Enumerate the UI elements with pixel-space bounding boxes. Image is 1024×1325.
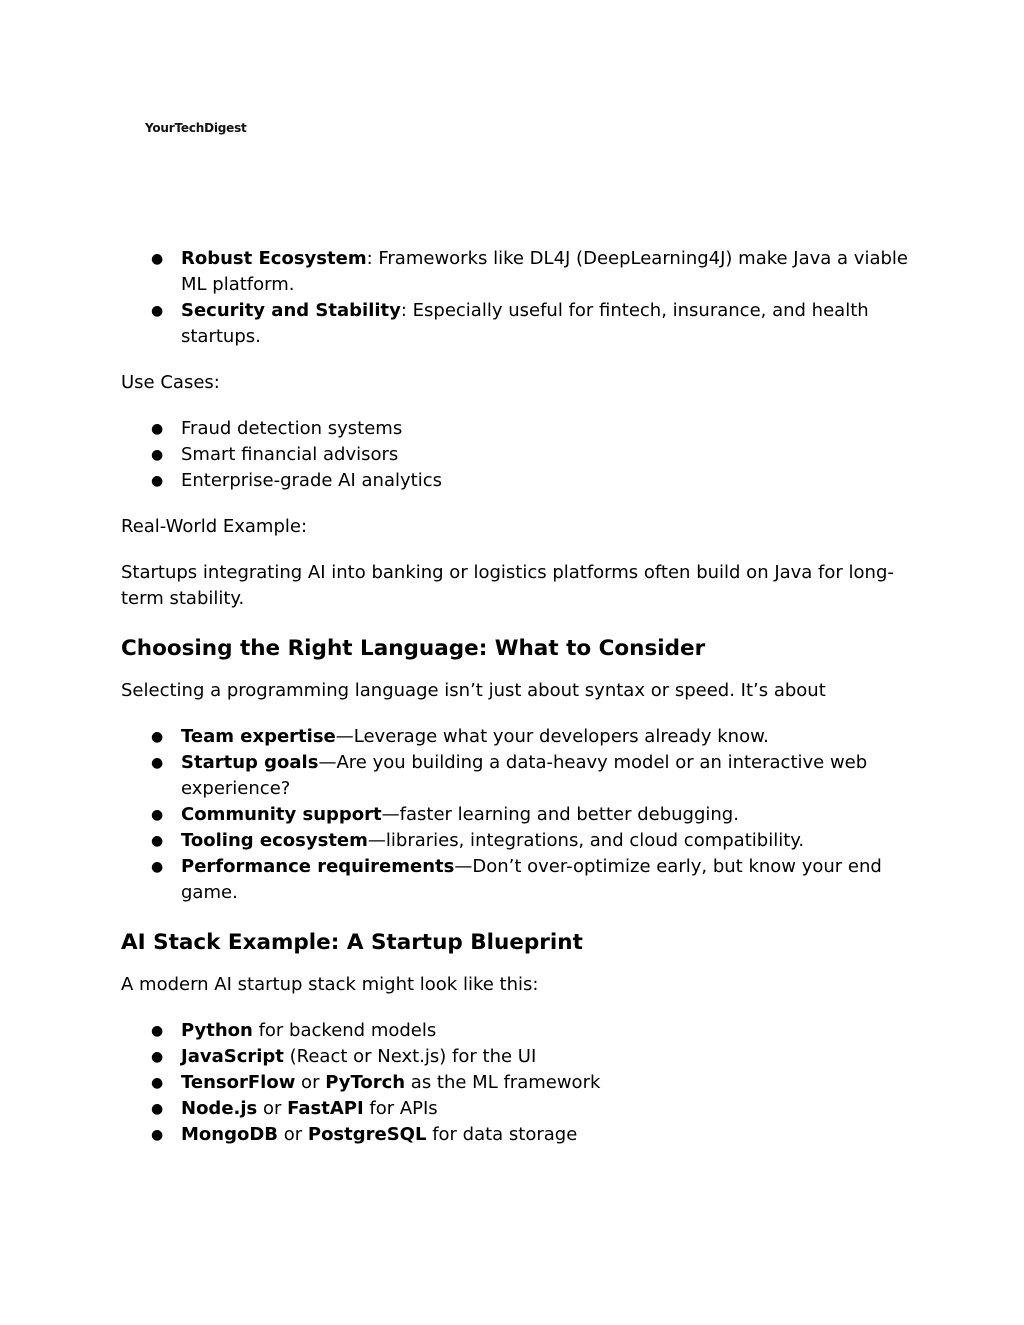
bullet-icon: ●	[151, 729, 164, 745]
bullet-icon: ●	[151, 1023, 164, 1039]
item-text: Enterprise-grade AI analytics	[181, 470, 442, 491]
bullet-icon: ●	[151, 447, 164, 463]
item-bold: Team expertise	[181, 726, 336, 747]
bullet-icon: ●	[151, 1049, 164, 1065]
item-bold: Community support	[181, 804, 382, 825]
bullet-icon: ●	[151, 251, 164, 267]
list-item	[121, 1070, 911, 1096]
item-text: —Leverage what your developers already know.	[335, 726, 769, 747]
item-text: —Don’t over-optimize early, but know your end game.	[181, 856, 882, 903]
item-text: —libraries, integrations, and cloud compatibility.	[367, 830, 805, 851]
item-text: : Especially useful for fintech, insurance, and health startups.	[181, 300, 869, 347]
item-text: for data storage	[426, 1124, 578, 1145]
use-cases-label: Use Cases:	[121, 372, 220, 393]
bullet-icon: ●	[151, 303, 164, 319]
item-text: (React or Next.js) for the UI	[283, 1046, 537, 1067]
section-heading-choosing: Choosing the Right Language: What to Consider	[121, 636, 706, 661]
stack-intro: A modern AI startup stack might look like this:	[121, 974, 539, 995]
item-text: for APIs	[363, 1098, 438, 1119]
item-text: —faster learning and better debugging.	[381, 804, 739, 825]
stack-list	[121, 1018, 911, 1148]
item-bold: JavaScript	[181, 1046, 284, 1067]
choosing-list	[121, 724, 911, 906]
list-item	[121, 416, 911, 442]
list-item	[121, 468, 911, 494]
item-bold: Performance requirements	[181, 856, 455, 877]
list-item	[121, 828, 911, 854]
item-text: for backend models	[252, 1020, 437, 1041]
list-item	[121, 854, 911, 906]
list-item	[121, 246, 911, 298]
list-item	[121, 442, 911, 468]
list-item	[121, 1122, 911, 1148]
bullet-icon: ●	[151, 833, 164, 849]
bullet-icon: ●	[151, 807, 164, 823]
item-bold: Security and Stability	[181, 300, 401, 321]
list-item	[121, 1096, 911, 1122]
bullet-icon: ●	[151, 859, 164, 875]
item-bold: TensorFlow	[181, 1072, 296, 1093]
item-bold: Node.js	[181, 1098, 258, 1119]
list-item	[121, 724, 911, 750]
item-bold: PyTorch	[325, 1072, 406, 1093]
item-bold: Startup goals	[181, 752, 319, 773]
item-text: Smart financial advisors	[181, 444, 399, 465]
item-text: Fraud detection systems	[181, 418, 403, 439]
use-cases-list	[121, 416, 911, 494]
item-text: or	[278, 1124, 308, 1145]
item-bold: PostgreSQL	[307, 1124, 427, 1145]
item-bold: Tooling ecosystem	[181, 830, 368, 851]
list-item	[121, 802, 911, 828]
item-bold: MongoDB	[181, 1124, 279, 1145]
bullet-icon: ●	[151, 1075, 164, 1091]
bullet-icon: ●	[151, 1101, 164, 1117]
item-bold: Robust Ecosystem	[181, 248, 367, 269]
real-world-label: Real-World Example:	[121, 516, 308, 537]
bullet-icon: ●	[151, 421, 164, 437]
document-body	[121, 246, 911, 1148]
item-text: or	[257, 1098, 288, 1119]
list-item	[121, 298, 911, 350]
bullet-icon: ●	[151, 755, 164, 771]
item-bold: FastAPI	[287, 1098, 364, 1119]
list-item	[121, 1044, 911, 1070]
bullet-icon: ●	[151, 473, 164, 489]
item-text: or	[295, 1072, 326, 1093]
site-logo: YourTechDigest	[145, 121, 247, 135]
item-bold: Python	[181, 1020, 253, 1041]
item-text: —Are you building a data-heavy model or an interactive web experience?	[181, 752, 868, 799]
section-heading-stack: AI Stack Example: A Startup Blueprint	[121, 930, 583, 955]
java-benefits-list	[121, 246, 911, 350]
item-text: : Frameworks like DL4J (DeepLearning4J) make Java a viable ML platform.	[181, 248, 908, 295]
list-item	[121, 1018, 911, 1044]
choosing-intro: Selecting a programming language isn’t just about syntax or speed. It’s about	[121, 680, 826, 701]
bullet-icon: ●	[151, 1127, 164, 1143]
list-item	[121, 750, 911, 802]
real-world-text: Startups integrating AI into banking or logistics platforms often build on Java for long-term stability.	[121, 562, 894, 609]
item-text: as the ML framework	[405, 1072, 601, 1093]
